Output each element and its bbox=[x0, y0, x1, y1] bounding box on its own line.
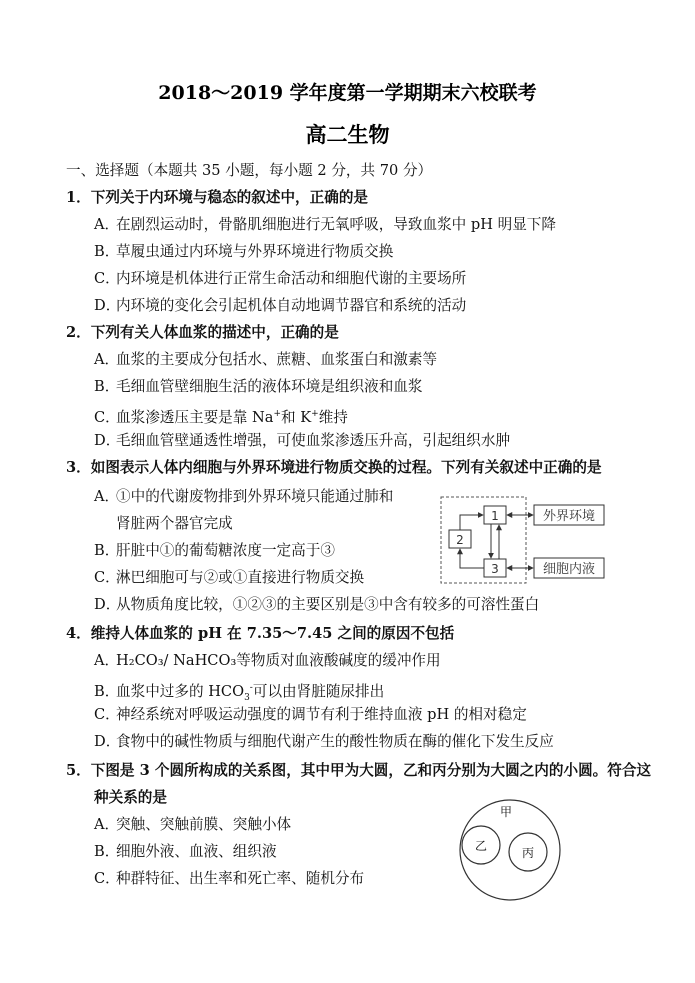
option-label: C． bbox=[94, 870, 120, 887]
q3-option-a-continued: 肾脏两个器官完成 bbox=[116, 515, 233, 532]
q2-option-a bbox=[94, 350, 437, 370]
option-text: 神经系统对呼吸运动强度的调节有利于维持血液 pH 的相对稳定 bbox=[116, 706, 527, 723]
q3-option-a bbox=[94, 487, 393, 507]
option-label: A． bbox=[94, 488, 120, 505]
option-text: 血浆的主要成分包括水、蔗糖、血浆蛋白和激素等 bbox=[116, 351, 438, 368]
option-text: 突触、突触前膜、突触小体 bbox=[116, 816, 292, 833]
option-text: 在剧烈运动时，骨骼肌细胞进行无氧呼吸，导致血浆中 pH 明显下降 bbox=[116, 216, 556, 233]
question-4-stem: 4．维持人体血浆的 pH 在 7.35～7.45 之间的原因不包括 bbox=[66, 625, 455, 642]
subject-title: 高二生物 bbox=[305, 122, 390, 147]
arrow-2-to-1 bbox=[460, 515, 483, 530]
option-label: B． bbox=[94, 243, 120, 260]
q3-option-c bbox=[94, 568, 364, 588]
q2-option-d bbox=[94, 431, 510, 451]
option-label: B． bbox=[94, 682, 120, 700]
option-text: 毛细血管壁通透性增强，可使血浆渗透压升高，引起组织水肿 bbox=[116, 432, 511, 449]
question-5-stem-continued: 种关系的是 bbox=[94, 789, 167, 806]
box-1-label: 1 bbox=[491, 509, 499, 523]
option-label: D． bbox=[94, 297, 121, 314]
q2-option-b bbox=[94, 377, 422, 397]
q1-option-b bbox=[94, 242, 393, 262]
q5-option-c bbox=[94, 869, 364, 889]
option-label: C． bbox=[94, 569, 120, 586]
question-3-stem: 3．如图表示人体内细胞与外界环境进行物质交换的过程。下列有关叙述中正确的是 bbox=[66, 459, 602, 476]
left-circle-label: 乙 bbox=[474, 839, 488, 853]
big-circle-label: 甲 bbox=[500, 805, 513, 819]
option-text: 草履虫通过内环境与外界环境进行物质交换 bbox=[116, 243, 394, 260]
option-label: C． bbox=[94, 706, 120, 723]
option-label: A． bbox=[94, 351, 120, 368]
question-5-stem: 5．下图是 3 个圆所构成的关系图，其中甲为大圆，乙和丙分别为大圆之内的小圆。符合这 bbox=[66, 762, 652, 779]
arrow-3-to-2 bbox=[460, 549, 484, 568]
box-3-label: 3 bbox=[491, 562, 499, 576]
section-heading: 一、选择题（本题共 35 小题，每小题 2 分，共 70 分） bbox=[66, 162, 433, 179]
option-label: D． bbox=[94, 432, 121, 449]
option-text-post: 可以由肾脏随尿排出 bbox=[252, 682, 385, 700]
option-text: 内环境是机体进行正常生命活动和细胞代谢的主要场所 bbox=[116, 270, 467, 287]
option-label: D． bbox=[94, 596, 121, 613]
option-text: 淋巴细胞可与②或①直接进行物质交换 bbox=[116, 569, 365, 586]
option-text: 肝脏中①的葡萄糖浓度一定高于③ bbox=[116, 542, 335, 559]
option-label: B． bbox=[94, 843, 120, 860]
right-circle-label: 丙 bbox=[521, 846, 535, 860]
option-label: B． bbox=[94, 542, 120, 559]
option-text-pre: 血浆渗透压主要是靠 Na bbox=[116, 408, 274, 426]
q1-option-c bbox=[94, 269, 466, 289]
exchange-diagram bbox=[440, 496, 610, 588]
superscript: + bbox=[273, 409, 282, 419]
subscript: 3 bbox=[244, 692, 250, 703]
box-2-label: 2 bbox=[456, 533, 464, 547]
option-text: ①中的代谢废物排到外界环境只能通过肺和 bbox=[116, 488, 394, 505]
option-text: 食物中的碱性物质与细胞代谢产生的酸性物质在酶的催化下发生反应 bbox=[116, 733, 554, 750]
option-label: D． bbox=[94, 733, 121, 750]
option-text: 从物质角度比较，①②③的主要区别是③中含有较多的可溶性蛋白 bbox=[116, 596, 540, 613]
option-label: A． bbox=[94, 216, 120, 233]
q4-option-d bbox=[94, 732, 554, 752]
q1-option-a bbox=[94, 215, 556, 235]
option-label: C． bbox=[94, 270, 120, 287]
q4-option-b bbox=[94, 678, 384, 708]
option-label: A． bbox=[94, 652, 120, 669]
external-env-label: 外界环境 bbox=[542, 509, 596, 524]
option-text: H₂CO₃/ NaHCO₃等物质对血液酸碱度的缓冲作用 bbox=[116, 652, 441, 669]
superscript: + bbox=[311, 409, 319, 419]
q2-option-c bbox=[94, 404, 348, 428]
option-text-mid: 和 K bbox=[281, 408, 312, 426]
q4-option-a bbox=[94, 651, 441, 671]
exam-title: 2018～2019 学年度第一学期期末六校联考 bbox=[158, 82, 537, 104]
option-text: 细胞外液、血液、组织液 bbox=[116, 843, 277, 860]
q5-option-b bbox=[94, 842, 277, 862]
q1-option-d bbox=[94, 296, 466, 316]
superscript: - bbox=[249, 683, 253, 693]
option-text: 毛细血管壁细胞生活的液体环境是组织液和血浆 bbox=[116, 378, 423, 395]
option-label: B． bbox=[94, 378, 120, 395]
intracellular-label: 细胞内液 bbox=[542, 562, 596, 577]
option-label: C． bbox=[94, 408, 120, 426]
question-1-stem: 1．下列关于内环境与稳态的叙述中，正确的是 bbox=[66, 189, 369, 206]
q4-option-c bbox=[94, 705, 527, 725]
option-text-pre: 血浆中过多的 HCO bbox=[116, 682, 245, 700]
option-text: 内环境的变化会引起机体自动地调节器官和系统的活动 bbox=[116, 297, 467, 314]
q5-option-a bbox=[94, 815, 291, 835]
option-text: 种群特征、出生率和死亡率、随机分布 bbox=[116, 870, 365, 887]
option-text-post: 维持 bbox=[318, 408, 348, 426]
q3-option-d bbox=[94, 595, 539, 615]
q3-option-b bbox=[94, 541, 335, 561]
question-2-stem: 2．下列有关人体血浆的描述中，正确的是 bbox=[66, 324, 339, 341]
option-label: A． bbox=[94, 816, 120, 833]
venn-diagram bbox=[454, 798, 566, 902]
